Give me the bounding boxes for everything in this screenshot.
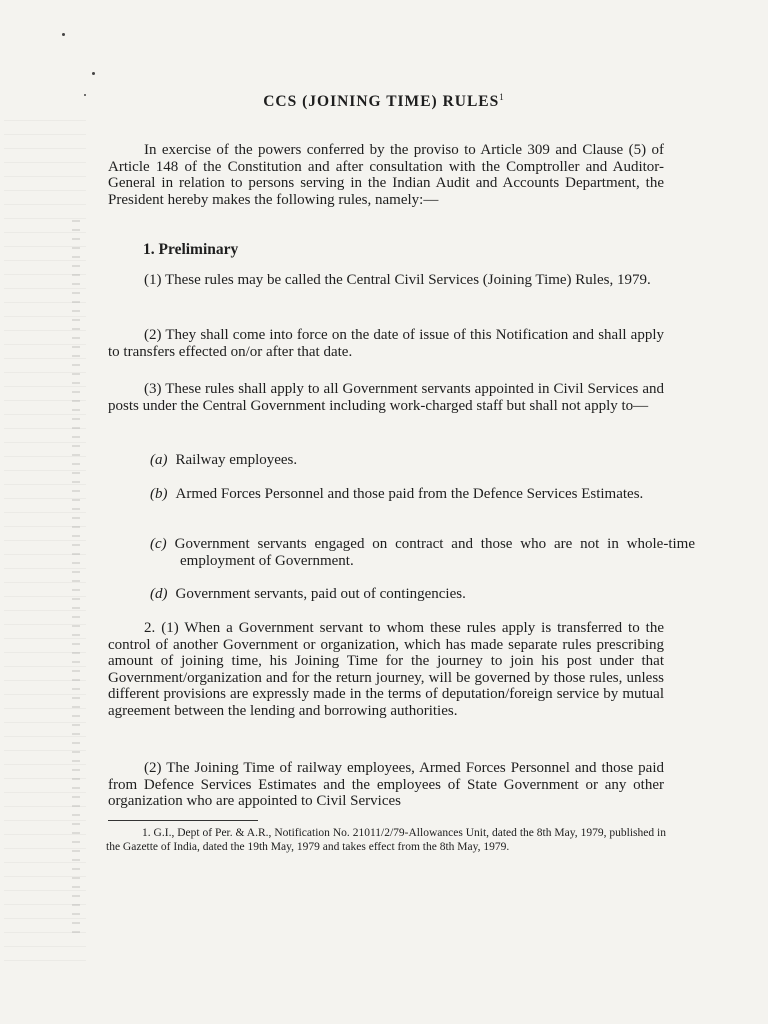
- exclusion-label: (b): [150, 486, 168, 502]
- exclusion-label: (c): [150, 536, 167, 552]
- exclusion-text: Railway employees.: [175, 452, 298, 468]
- footnote: 1. G.I., Dept of Per. & A.R., Notification No. 21011/2/79-Allowances Unit, dated the 8th May, 1979, published in the Gazette of India, dated the 19th May, 1979 and takes effect from the 8th May, 1979.: [106, 827, 666, 853]
- exclusion-label: (d): [150, 586, 168, 602]
- section-heading: 1. Preliminary: [143, 241, 239, 258]
- scan-edge-artifact: [72, 220, 80, 940]
- preamble-paragraph: In exercise of the powers conferred by the proviso to Article 309 and Clause (5) of Article 148 of the Constitution and after consultation with the Comptroller and Auditor-General in relation to persons serving in the Indian Audit and Accounts Department, the President hereby makes the following rules, namely:—: [108, 142, 664, 208]
- rule-2-1-paragraph: 2. (1) When a Government servant to whom these rules apply is transferred to the control of another Government or organization, which has made separate rules prescribing amount of joining time, his Joining Time for the journey to join his post under that Government/organization and for the return journey, will be governed by those rules, unless different provisions are expressly made in the terms of deputation/foreign service by mutual agreement between the lending and borrowing authorities.: [108, 620, 664, 719]
- rule-1-2-paragraph: (2) They shall come into force on the date of issue of this Notification and shall apply to transfers effected on/or after that date.: [108, 327, 664, 360]
- footnote-divider: [108, 820, 258, 821]
- title-footnote-mark: 1: [499, 92, 505, 102]
- exclusion-label: (a): [150, 452, 168, 468]
- rule-1-3-paragraph: (3) These rules shall apply to all Government servants appointed in Civil Services and posts under the Central Government including work-charged staff but shall not apply to—: [108, 381, 664, 414]
- exclusion-item: [150, 486, 695, 503]
- exclusion-text: Government servants engaged on contract and those who are not in whole-time employment of Government.: [174, 536, 695, 569]
- scan-speck: [62, 33, 65, 36]
- exclusion-text: Armed Forces Personnel and those paid from the Defence Services Estimates.: [175, 486, 644, 502]
- rule-1-1-paragraph: (1) These rules may be called the Central Civil Services (Joining Time) Rules, 1979.: [144, 272, 651, 288]
- rule-2-2-paragraph: (2) The Joining Time of railway employees, Armed Forces Personnel and those paid from Defence Services Estimates and the employees of State Government or any other organization who are appointed to Civil Services: [108, 760, 664, 809]
- exclusion-item: [150, 586, 665, 603]
- exclusion-text: Government servants, paid out of contingencies.: [175, 586, 466, 602]
- document-title: [0, 92, 768, 111]
- title-text: CCS (JOINING TIME) RULES: [263, 93, 500, 111]
- scan-speck: [92, 72, 95, 75]
- exclusion-item: [150, 452, 665, 469]
- exclusion-item: [150, 536, 695, 569]
